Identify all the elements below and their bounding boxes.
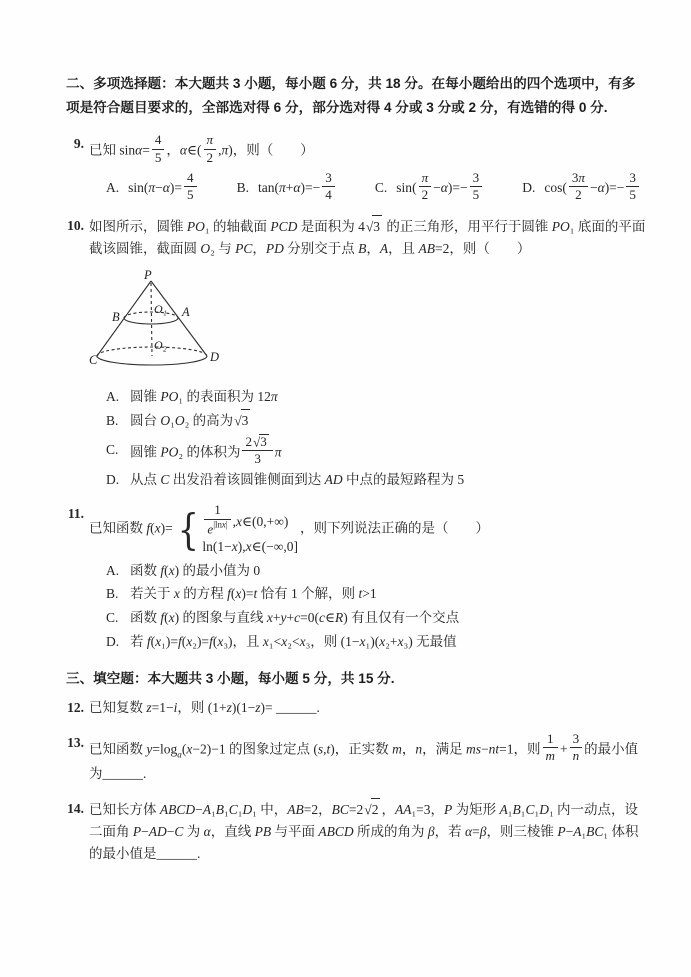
cone-figure-svg <box>89 268 329 376</box>
option-10-c-label: C. <box>106 442 119 458</box>
option-10-c-text: 圆锥 PO₂ 的体积为 $\frac{2√3}{3}$ π <box>130 434 282 467</box>
figure-label-C: C <box>89 352 98 367</box>
option-9-b <box>237 171 337 202</box>
question-9-stem: 已知 sinα= $\frac{4}{5}$ ，α∈( $\frac{\pi}{2}$ ,π)，则（ ） <box>89 132 314 165</box>
option-10-a-label: A. <box>106 388 120 404</box>
figure-label-O2: O₂ <box>154 337 167 352</box>
question-12 <box>66 697 646 719</box>
option-11-c <box>89 607 646 629</box>
multiple-choice-section-header: 二、多项选择题：本大题共 3 小题，每小题 6 分，共 18 分。在每小题给出的四个选项中，有多项是符合题目要求的，全部选对得 6 分，部分选对得 4 分或 3 分或 2 分，有选错的得 0 分. <box>66 76 636 116</box>
question-9-options <box>89 171 641 202</box>
option-9-a-text: sin(π−α)= $\frac{4}{5}$ <box>128 180 198 195</box>
question-14-number: 14. <box>67 801 84 817</box>
cone-figure <box>89 268 646 383</box>
option-10-a-text: 圆锥 PO₁ 的表面积为 12π <box>130 388 278 404</box>
option-9-c-label: C. <box>374 180 388 196</box>
question-9 <box>66 133 646 202</box>
question-10 <box>66 215 646 490</box>
question-12-number: 12. <box>67 700 84 716</box>
question-13-number: 13. <box>67 735 84 751</box>
option-11-c-label: C. <box>106 610 119 626</box>
cone-axis <box>151 283 152 356</box>
figure-label-P: P <box>144 267 152 282</box>
figure-label-O1: O₁ <box>154 301 167 316</box>
question-10-stem: 如图所示，圆锥 PO₁ 的轴截面 PCD 是面积为 4√3 的正三角形，用平行于圆锥 PO₁ 底面的平面截该圆锥，截面圆 O₂ 与 PC，PD 分别交于点 B，A，且 AB=2，则（ ） <box>89 215 646 260</box>
page-content <box>66 72 646 865</box>
question-13-stem: 已知函数 $y=\log_a(x-2)-1$ 的图象过定点 (s,t)，正实数 m，n，满足 ms−nt=1，则 $\frac{1}{m}$ + $\frac{3}{n}$ 的最小值为______. <box>89 731 639 782</box>
question-11-number: 11. <box>67 506 84 522</box>
figure-label-B: B <box>112 309 120 324</box>
question-10-options <box>89 386 646 491</box>
figure-label-A: A <box>182 304 190 319</box>
figure-label-D: D <box>210 349 220 364</box>
option-10-b-text: 圆台 O₁O₂ 的高为√3 <box>130 409 646 432</box>
question-10-number: 10. <box>67 217 84 233</box>
option-11-b-text: 若关于 x 的方程 f(x)=t 恰有 1 个解，则 t>1 <box>130 586 377 602</box>
option-9-a-label: A. <box>106 180 120 196</box>
option-10-d-text: 从点 C 出发沿着该圆锥侧面到达 AD 中点的最短路程为 5 <box>130 471 465 487</box>
option-9-d-text: cos( $\frac{3\pi}{2}$ −α)=− $\frac{3}{5}$ <box>544 180 641 195</box>
option-9-c-text: sin( $\frac{\pi}{2}$ −α)=− $\frac{3}{5}$ <box>396 180 484 195</box>
option-11-b-label: B. <box>106 586 119 602</box>
option-10-a <box>89 386 646 408</box>
option-9-b-label: B. <box>236 180 250 196</box>
option-9-b-text: tan(π+α)=− $\frac{3}{4}$ <box>258 180 337 195</box>
base-ellipse-front <box>97 356 207 365</box>
option-11-a <box>89 560 646 582</box>
option-10-d <box>89 469 646 491</box>
option-11-d-label: D. <box>106 634 120 650</box>
option-10-b-label: B. <box>106 412 119 428</box>
question-11-stem: 已知函数 f(x)= { $\frac{1}{e^{|lnx|}}$ ,x∈(0,+∞) ln(1−x),x∈(−∞,0] ，则下列说法正确的是（ ） <box>89 502 489 555</box>
option-11-c-text: 函数 f(x) 的图象与直线 x+y+c=0(c∈R) 有且仅有一个交点 <box>130 610 460 626</box>
option-10-c <box>89 434 646 466</box>
question-9-number: 9. <box>73 136 84 152</box>
question-12-stem: 已知复数 z=1−i，则 (1+z)(1−z)= ______. <box>89 700 320 716</box>
option-11-b <box>89 583 646 605</box>
option-11-a-text: 函数 f(x) 的最小值为 0 <box>130 562 261 578</box>
option-10-d-label: D. <box>106 471 120 487</box>
option-11-a-label: A. <box>106 562 120 578</box>
fill-in-section-header: 三、填空题：本大题共 3 小题，每小题 5 分，共 15 分. <box>66 671 395 687</box>
option-11-d-text: 若 f(x₁)=f(x₂)=f(x₃)，且 x₁<x₂<x₃，则 (1−x₁)(x₂+x₃) 无最值 <box>130 634 457 650</box>
question-14-stem: 已知长方体 ABCD−A₁B₁C₁D₁ 中，AB=2，BC=2√2 ，AA₁=3，P 为矩形 A₁B₁C₁D₁ 内一动点，设二面角 P−AD−C 为 α，直线 PB 与平面 ABCD 所成的角为 β，若 α=β，则三棱锥 P−A₁BC₁ 体积的最小值是______. <box>89 798 646 865</box>
option-9-c <box>375 171 484 202</box>
question-11 <box>66 503 646 653</box>
option-10-b <box>89 409 646 432</box>
question-14 <box>66 798 646 865</box>
option-9-d <box>522 171 641 202</box>
option-9-a <box>106 171 199 202</box>
option-9-d-label: D. <box>522 180 536 196</box>
option-11-d <box>89 631 646 653</box>
question-13 <box>66 732 646 785</box>
question-11-options <box>89 560 646 653</box>
